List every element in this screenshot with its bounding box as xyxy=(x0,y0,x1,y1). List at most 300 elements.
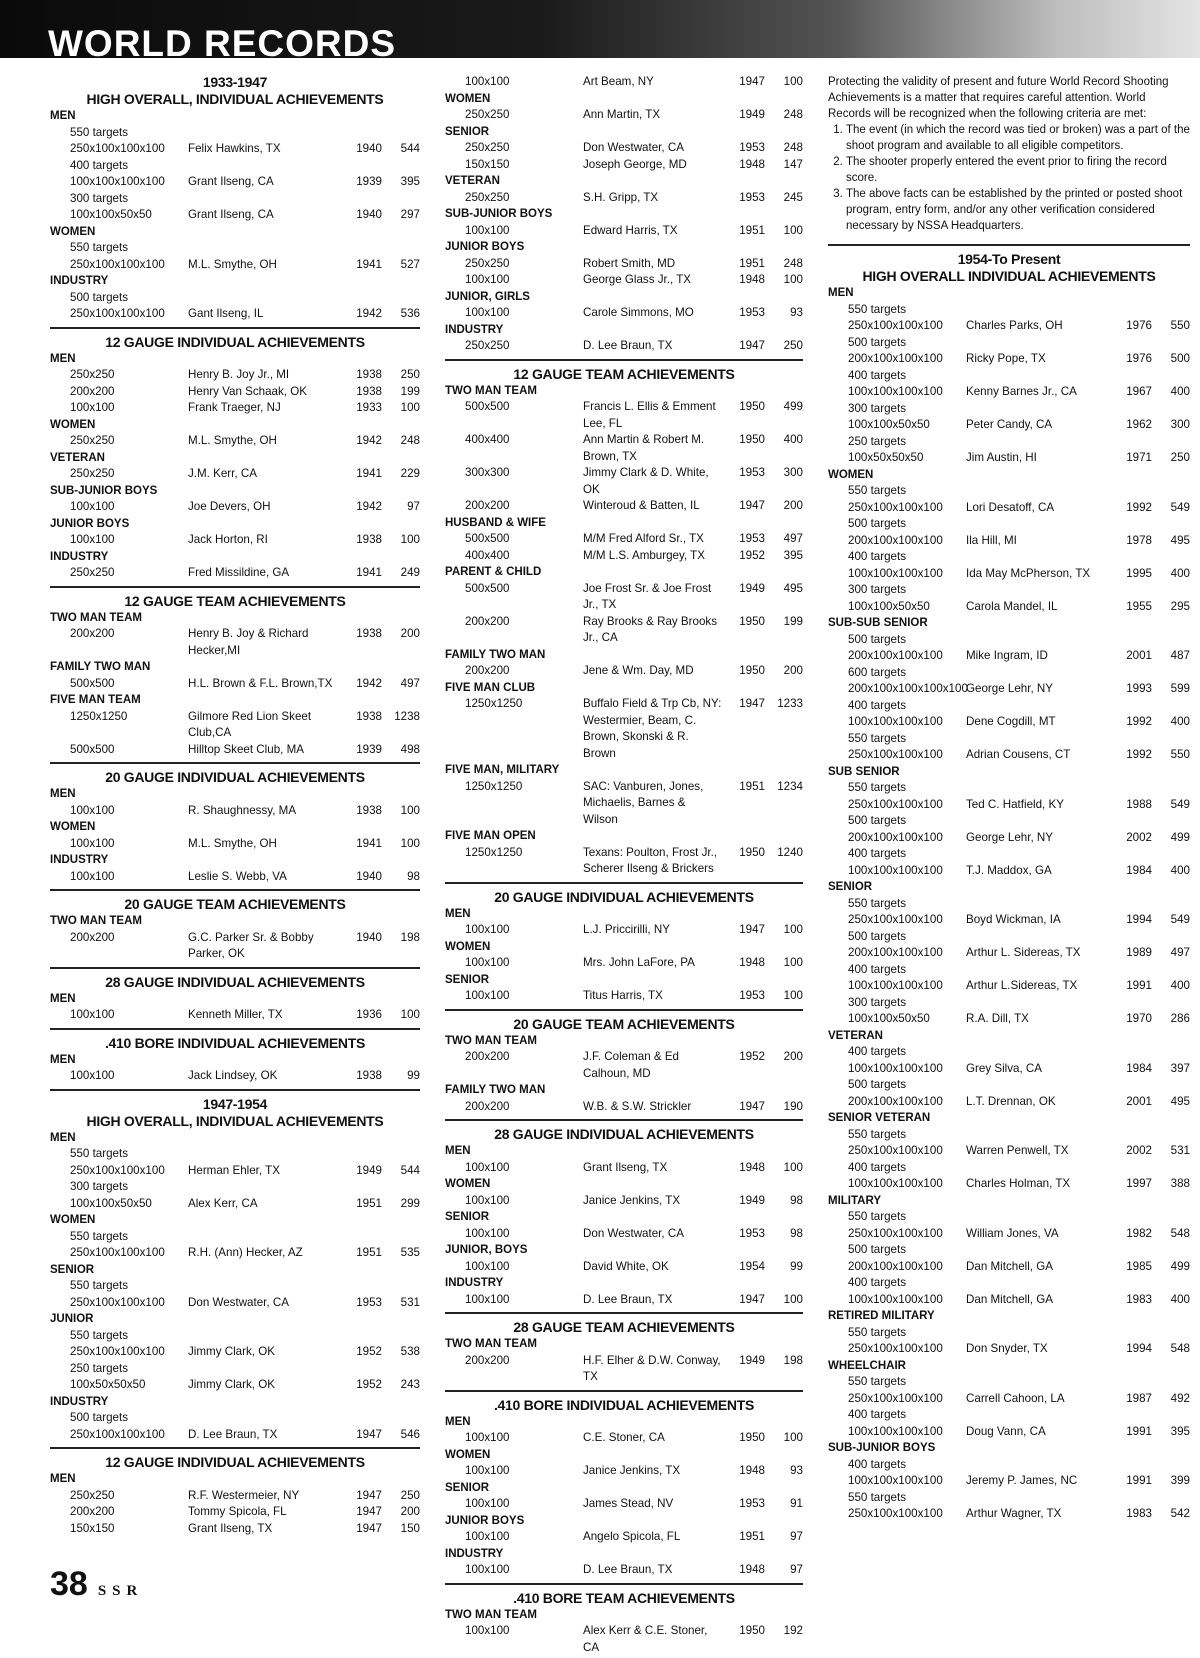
shooter-cell: Adrian Cousens, CT xyxy=(966,748,1071,761)
event-cell: 500x500 xyxy=(465,532,510,545)
year-cell: 1938 xyxy=(356,368,382,381)
shooter-cell: Dan Mitchell, GA xyxy=(966,1259,1053,1273)
event-cell: 250x250 xyxy=(465,190,510,204)
shooter-cell: Frank Traeger, NJ xyxy=(188,401,281,414)
shooter-cell: George Lehr, NY xyxy=(966,830,1054,844)
score-cell: 295 xyxy=(1170,599,1190,613)
year-cell: 1940 xyxy=(356,208,382,221)
year-cell: 1942 xyxy=(356,307,382,320)
score-cell: 100 xyxy=(783,1160,803,1174)
event-cell: 200x200 xyxy=(465,614,510,628)
year-cell: 2002 xyxy=(1126,830,1152,844)
record-row xyxy=(445,338,803,355)
records-section xyxy=(50,1028,420,1085)
score-cell: 190 xyxy=(783,1099,803,1113)
shooter-cell: SAC: Vanburen, Jones, Michaelis, Barnes & Wilson xyxy=(583,779,704,826)
score-cell: 297 xyxy=(400,208,420,221)
record-row xyxy=(445,696,803,762)
year-cell: 1939 xyxy=(356,742,382,756)
year-cell: 1949 xyxy=(739,108,765,121)
targets-label: 550 targets xyxy=(848,1325,907,1339)
year-cell: 1953 xyxy=(739,1226,765,1240)
category-label: SENIOR xyxy=(445,1211,490,1223)
targets-label: 550 targets xyxy=(70,1328,129,1342)
score-cell: 100 xyxy=(783,75,803,88)
year-cell: 1950 xyxy=(739,400,765,413)
event-cell: 500x500 xyxy=(465,400,510,413)
year-cell: 1947 xyxy=(739,1292,765,1306)
year-cell: 1947 xyxy=(356,1521,382,1535)
page-footer xyxy=(50,1565,143,1604)
year-cell: 1991 xyxy=(1126,1424,1152,1438)
year-cell: 1989 xyxy=(1126,946,1152,959)
record-row xyxy=(445,663,803,680)
targets-label: 400 targets xyxy=(848,1457,907,1471)
shooter-cell: Jimmy Clark, OK xyxy=(188,1345,275,1358)
shooter-cell: D. Lee Braun, TX xyxy=(583,339,673,352)
shooter-cell: W.B. & S.W. Strickler xyxy=(583,1099,692,1113)
shooter-cell: William Jones, VA xyxy=(966,1226,1059,1240)
shooter-cell: Robert Smith, MD xyxy=(583,256,676,270)
score-cell: 527 xyxy=(400,257,420,271)
targets-label: 500 targets xyxy=(848,517,907,530)
event-cell: 200x200 xyxy=(465,499,510,512)
score-cell: 248 xyxy=(783,108,803,121)
record-row xyxy=(828,1424,1190,1441)
record-row xyxy=(445,465,803,498)
targets-label: 500 targets xyxy=(848,929,907,943)
event-cell: 100x100x100x100 xyxy=(848,566,943,580)
event-cell: 100x100x100x100 xyxy=(848,1424,943,1438)
record-row xyxy=(50,174,420,191)
year-cell: 1976 xyxy=(1126,319,1152,332)
category-label: PARENT & CHILD xyxy=(445,566,542,578)
event-cell: 200x200 xyxy=(465,664,510,677)
score-cell: 250 xyxy=(1170,451,1190,464)
score-cell: 549 xyxy=(1170,913,1190,926)
category-label: MEN xyxy=(50,1131,76,1144)
event-cell: 300x300 xyxy=(465,466,510,479)
records-section xyxy=(445,74,803,355)
year-cell: 1950 xyxy=(739,614,765,628)
event-cell: 100x100x50x50 xyxy=(70,1196,152,1210)
event-cell: 250x250 xyxy=(465,108,510,121)
year-cell: 1948 xyxy=(739,1160,765,1174)
event-cell: 500x500 xyxy=(70,676,115,690)
page-title: WORLD RECORDS xyxy=(48,23,397,64)
category-label: SENIOR xyxy=(828,881,873,893)
section-title: 1933-1947 HIGH OVERALL, INDIVIDUAL ACHIEVEMENTS xyxy=(86,74,384,107)
score-cell: 495 xyxy=(1170,533,1190,547)
event-cell: 1250x1250 xyxy=(465,779,523,793)
year-cell: 2001 xyxy=(1126,1094,1152,1108)
score-cell: 487 xyxy=(1170,649,1190,662)
shooter-cell: Grant Ilseng, CA xyxy=(188,175,274,188)
event-cell: 150x150 xyxy=(70,1521,115,1535)
score-cell: 388 xyxy=(1170,1177,1190,1190)
event-cell: 100x100x100x100 xyxy=(848,385,943,398)
category-label: TWO MAN TEAM xyxy=(50,915,142,927)
record-row xyxy=(445,614,803,647)
category-label: SUB-JUNIOR BOYS xyxy=(828,1442,936,1454)
event-cell: 100x100 xyxy=(70,1008,115,1021)
category-label: FIVE MAN, MILITARY xyxy=(445,764,560,776)
year-cell: 1991 xyxy=(1126,1474,1152,1487)
record-row xyxy=(50,532,420,549)
score-cell: 399 xyxy=(1170,1474,1190,1487)
shooter-cell: Arthur L. Sidereas, TX xyxy=(966,946,1081,959)
records-section xyxy=(50,967,420,1024)
record-row xyxy=(828,830,1190,847)
event-cell: 200x200 xyxy=(70,627,115,640)
event-cell: 200x100x100x100 xyxy=(848,533,943,547)
score-cell: 400 xyxy=(1170,715,1190,728)
event-cell: 250x250 xyxy=(465,256,510,270)
year-cell: 1947 xyxy=(356,1505,382,1518)
record-row xyxy=(50,306,420,323)
year-cell: 1947 xyxy=(739,697,765,710)
record-row xyxy=(445,1226,803,1243)
year-cell: 1940 xyxy=(356,869,382,883)
event-cell: 100x100 xyxy=(70,836,115,850)
record-row xyxy=(828,384,1190,401)
targets-label: 500 targets xyxy=(848,632,907,646)
score-cell: 97 xyxy=(407,500,420,513)
event-cell: 100x100x100x100 xyxy=(848,1177,943,1190)
year-cell: 1941 xyxy=(356,566,382,579)
event-cell: 100x100x100x100 xyxy=(848,1292,943,1306)
year-cell: 1951 xyxy=(739,1530,765,1543)
record-row xyxy=(445,272,803,289)
year-cell: 1992 xyxy=(1126,715,1152,728)
section-title: 20 GAUGE INDIVIDUAL ACHIEVEMENTS xyxy=(105,769,365,785)
shooter-cell: Ted C. Hatfield, KY xyxy=(966,797,1064,811)
shooter-cell: Henry B. Joy & Richard Hecker,MI xyxy=(188,627,309,657)
year-cell: 1941 xyxy=(356,257,382,271)
shooter-cell: Dan Mitchell, GA xyxy=(966,1292,1053,1306)
event-cell: 200x100x100x100 xyxy=(848,946,943,959)
year-cell: 1940 xyxy=(356,142,382,155)
year-cell: 1949 xyxy=(739,581,765,595)
shooter-cell: H.F. Elher & D.W. Conway, TX xyxy=(583,1353,721,1383)
shooter-cell: Hilltop Skeet Club, MA xyxy=(188,742,304,756)
category-label: INDUSTRY xyxy=(445,1277,504,1289)
targets-label: 400 targets xyxy=(848,847,907,860)
year-cell: 1953 xyxy=(739,466,765,479)
records-section xyxy=(50,74,420,323)
shooter-cell: Don Westwater, CA xyxy=(583,1226,684,1240)
category-label: WOMEN xyxy=(50,225,96,238)
record-row xyxy=(50,1196,420,1213)
event-cell: 200x200 xyxy=(70,384,115,398)
record-row xyxy=(445,1430,803,1447)
shooter-cell: Titus Harris, TX xyxy=(583,989,663,1002)
year-cell: 1984 xyxy=(1126,1061,1152,1075)
event-cell: 100x50x50x50 xyxy=(70,1378,146,1391)
event-cell: 100x100 xyxy=(465,989,510,1002)
year-cell: 1947 xyxy=(739,339,765,352)
event-cell: 200x200 xyxy=(70,930,115,944)
event-cell: 100x100 xyxy=(465,1497,510,1510)
event-cell: 100x100 xyxy=(70,533,115,546)
shooter-cell: Henry Van Schaak, OK xyxy=(188,384,307,398)
year-cell: 1970 xyxy=(1126,1012,1152,1025)
shooter-cell: Ila Hill, MI xyxy=(966,533,1017,547)
category-label: SENIOR xyxy=(445,1481,490,1494)
year-cell: 1978 xyxy=(1126,533,1152,547)
targets-label: 550 targets xyxy=(70,241,129,254)
score-cell: 549 xyxy=(1170,797,1190,811)
shooter-cell: Warren Penwell, TX xyxy=(966,1144,1069,1157)
record-row xyxy=(50,384,420,401)
shooter-cell: J.F. Coleman & Ed Calhoun, MD xyxy=(583,1050,680,1080)
category-label: RETIRED MILITARY xyxy=(828,1310,935,1322)
record-row xyxy=(828,863,1190,880)
event-cell: 200x100x100x100 xyxy=(848,1094,943,1108)
score-cell: 248 xyxy=(400,434,420,447)
year-cell: 1992 xyxy=(1126,748,1152,761)
event-cell: 100x100x50x50 xyxy=(848,599,930,613)
event-cell: 250x100x100x100 xyxy=(70,1163,165,1177)
year-cell: 1942 xyxy=(356,434,382,447)
event-cell: 250x250 xyxy=(70,1488,115,1502)
targets-label: 400 targets xyxy=(848,1160,907,1174)
record-row xyxy=(445,498,803,515)
records-section xyxy=(445,359,803,878)
record-row xyxy=(445,779,803,829)
record-row xyxy=(50,709,420,742)
category-label: JUNIOR, GIRLS xyxy=(445,290,530,303)
targets-label: 300 targets xyxy=(848,401,907,415)
shooter-cell: Ann Martin & Robert M. Brown, TX xyxy=(583,433,705,463)
record-row xyxy=(50,869,420,886)
score-cell: 100 xyxy=(783,1431,803,1444)
score-cell: 497 xyxy=(783,532,803,545)
event-cell: 250x100x100x100 xyxy=(70,1246,165,1259)
record-row xyxy=(50,1521,420,1538)
shooter-cell: Don Snyder, TX xyxy=(966,1342,1048,1355)
score-cell: 1234 xyxy=(777,779,803,793)
score-cell: 100 xyxy=(783,956,803,969)
year-cell: 1953 xyxy=(739,306,765,319)
targets-label: 600 targets xyxy=(848,665,907,679)
score-cell: 395 xyxy=(1170,1424,1190,1438)
shooter-cell: H.L. Brown & F.L. Brown,TX xyxy=(188,676,333,690)
record-row xyxy=(828,1061,1190,1078)
year-cell: 1948 xyxy=(739,273,765,286)
section-title: 12 GAUGE INDIVIDUAL ACHIEVEMENTS xyxy=(105,333,365,350)
score-cell: 198 xyxy=(400,930,420,944)
shooter-cell: Peter Candy, CA xyxy=(966,418,1053,431)
record-row xyxy=(828,417,1190,434)
records-section xyxy=(445,1312,803,1386)
score-cell: 100 xyxy=(783,1292,803,1306)
section-title: 12 GAUGE TEAM ACHIEVEMENTS xyxy=(124,592,346,609)
event-cell: 100x100 xyxy=(70,500,115,513)
category-label: WOMEN xyxy=(50,1214,96,1226)
record-row xyxy=(50,676,420,693)
year-cell: 1994 xyxy=(1126,1342,1152,1355)
criteria-item: 2. The shooter properly entered the event prior to firing the record score. xyxy=(846,154,1190,186)
shooter-cell: Leslie S. Webb, VA xyxy=(188,869,287,883)
targets-label: 300 targets xyxy=(848,995,907,1009)
event-cell: 200x100x100x100x100 xyxy=(848,682,968,695)
score-cell: 150 xyxy=(400,1521,420,1535)
year-cell: 1982 xyxy=(1126,1226,1152,1240)
event-cell: 100x100 xyxy=(465,223,510,237)
category-label: VETERAN xyxy=(445,175,500,187)
year-cell: 1953 xyxy=(739,1497,765,1510)
record-row xyxy=(828,566,1190,583)
section-title: 28 GAUGE INDIVIDUAL ACHIEVEMENTS xyxy=(494,1126,754,1142)
record-row xyxy=(445,1496,803,1513)
event-cell: 250x100x100x100 xyxy=(848,1144,943,1157)
year-cell: 1953 xyxy=(739,532,765,545)
event-cell: 100x100 xyxy=(465,1259,510,1273)
event-cell: 250x100x100x100 xyxy=(70,257,165,271)
targets-label: 300 targets xyxy=(848,583,907,596)
section-title: 28 GAUGE TEAM ACHIEVEMENTS xyxy=(513,1319,735,1335)
score-cell: 248 xyxy=(783,256,803,270)
record-row xyxy=(445,845,803,878)
score-cell: 97 xyxy=(790,1530,803,1543)
category-label: WHEELCHAIR xyxy=(828,1359,906,1372)
score-cell: 248 xyxy=(783,141,803,154)
record-row xyxy=(445,1529,803,1546)
event-cell: 200x200 xyxy=(465,1050,510,1063)
event-cell: 1250x1250 xyxy=(465,845,523,859)
year-cell: 1949 xyxy=(356,1163,382,1177)
year-cell: 1953 xyxy=(739,141,765,154)
shooter-cell: Angelo Spicola, FL xyxy=(583,1530,681,1543)
score-cell: 200 xyxy=(783,499,803,512)
event-cell: 200x200 xyxy=(70,1505,115,1518)
targets-label: 400 targets xyxy=(848,698,907,712)
event-cell: 100x100 xyxy=(70,803,115,817)
shooter-cell: Grant Ilseng, TX xyxy=(583,1160,668,1174)
record-row xyxy=(50,433,420,450)
shooter-cell: J.M. Kerr, CA xyxy=(188,467,257,480)
score-cell: 400 xyxy=(783,433,803,446)
targets-label: 500 targets xyxy=(848,1243,907,1256)
year-cell: 1953 xyxy=(739,989,765,1002)
score-cell: 497 xyxy=(1170,946,1190,959)
records-section xyxy=(50,327,420,582)
shooter-cell: Tommy Spicola, FL xyxy=(188,1505,287,1518)
shooter-cell: Jene & Wm. Day, MD xyxy=(583,664,694,677)
targets-label: 400 targets xyxy=(848,1276,907,1289)
category-label: TWO MAN TEAM xyxy=(445,1338,537,1350)
category-label: MEN xyxy=(50,788,76,800)
shooter-cell: R.F. Westermeier, NY xyxy=(188,1488,300,1502)
year-cell: 1971 xyxy=(1126,451,1152,464)
shooter-cell: Joe Devers, OH xyxy=(188,500,271,513)
year-cell: 1948 xyxy=(739,157,765,171)
record-row xyxy=(50,1377,420,1394)
year-cell: 1987 xyxy=(1126,1391,1152,1405)
record-row xyxy=(50,1007,420,1024)
category-label: FAMILY TWO MAN xyxy=(445,648,546,661)
record-row xyxy=(445,1193,803,1210)
event-cell: 100x100 xyxy=(70,401,115,414)
year-cell: 1939 xyxy=(356,175,382,188)
category-label: MEN xyxy=(445,1415,471,1428)
records-section xyxy=(445,1390,803,1579)
score-cell: 98 xyxy=(407,869,420,883)
records-section xyxy=(50,1089,420,1444)
category-label: JUNIOR BOYS xyxy=(445,1514,525,1527)
category-label: WOMEN xyxy=(445,1178,491,1190)
year-cell: 1988 xyxy=(1126,797,1152,811)
year-cell: 1955 xyxy=(1126,599,1152,613)
event-cell: 250x100x100x100 xyxy=(70,1345,165,1358)
targets-label: 550 targets xyxy=(848,896,907,910)
event-cell: 100x100 xyxy=(70,1069,115,1082)
event-cell: 100x100 xyxy=(465,956,510,969)
category-label: TWO MAN TEAM xyxy=(445,1608,537,1621)
shooter-cell: Don Westwater, CA xyxy=(188,1295,289,1309)
shooter-cell: Grant Ilseng, CA xyxy=(188,208,274,221)
year-cell: 1938 xyxy=(356,627,382,640)
shooter-cell: Joe Frost Sr. & Joe Frost Jr., TX xyxy=(583,581,712,611)
category-label: INDUSTRY xyxy=(445,1547,504,1560)
shooter-cell: Herman Ehler, TX xyxy=(188,1163,280,1177)
section-title: 12 GAUGE TEAM ACHIEVEMENTS xyxy=(513,365,735,382)
event-cell: 200x100x100x100 xyxy=(848,1259,943,1273)
event-cell: 1250x1250 xyxy=(70,709,128,723)
category-label: WOMEN xyxy=(50,821,96,833)
targets-label: 550 targets xyxy=(70,1279,129,1292)
record-row xyxy=(445,107,803,124)
score-cell: 200 xyxy=(783,1050,803,1063)
year-cell: 1951 xyxy=(356,1246,382,1259)
year-cell: 1951 xyxy=(739,256,765,270)
score-cell: 499 xyxy=(1170,830,1190,844)
event-cell: 100x100 xyxy=(70,869,115,883)
year-cell: 1938 xyxy=(356,1069,382,1082)
event-cell: 100x100 xyxy=(465,1193,510,1207)
record-row xyxy=(50,565,420,582)
year-cell: 1962 xyxy=(1126,418,1152,431)
shooter-cell: Carole Simmons, MO xyxy=(583,306,694,319)
category-label: SUB-JUNIOR BOYS xyxy=(50,484,158,497)
score-cell: 599 xyxy=(1170,682,1190,695)
records-section xyxy=(445,1119,803,1308)
year-cell: 1985 xyxy=(1126,1259,1152,1273)
score-cell: 245 xyxy=(783,190,803,204)
record-row xyxy=(50,1427,420,1444)
record-row xyxy=(50,367,420,384)
score-cell: 1240 xyxy=(777,845,803,859)
event-cell: 200x100x100x100 xyxy=(848,352,943,365)
record-row xyxy=(445,548,803,565)
event-cell: 200x100x100x100 xyxy=(848,649,943,662)
record-row xyxy=(445,1463,803,1480)
year-cell: 1947 xyxy=(739,923,765,936)
shooter-cell: R. Shaughnessy, MA xyxy=(188,803,297,817)
event-cell: 500x500 xyxy=(70,742,115,756)
section-title: 1954-To Present HIGH OVERALL INDIVIDUAL ACHIEVEMENTS xyxy=(862,251,1156,284)
category-label: VETERAN xyxy=(50,451,105,464)
score-cell: 199 xyxy=(783,614,803,628)
score-cell: 538 xyxy=(400,1345,420,1358)
year-cell: 1941 xyxy=(356,467,382,480)
shooter-cell: Joseph George, MD xyxy=(583,157,687,171)
score-cell: 229 xyxy=(400,467,420,480)
shooter-cell: Charles Holman, TX xyxy=(966,1177,1071,1190)
year-cell: 1936 xyxy=(356,1008,382,1021)
event-cell: 250x100x100x100 xyxy=(70,1295,165,1309)
